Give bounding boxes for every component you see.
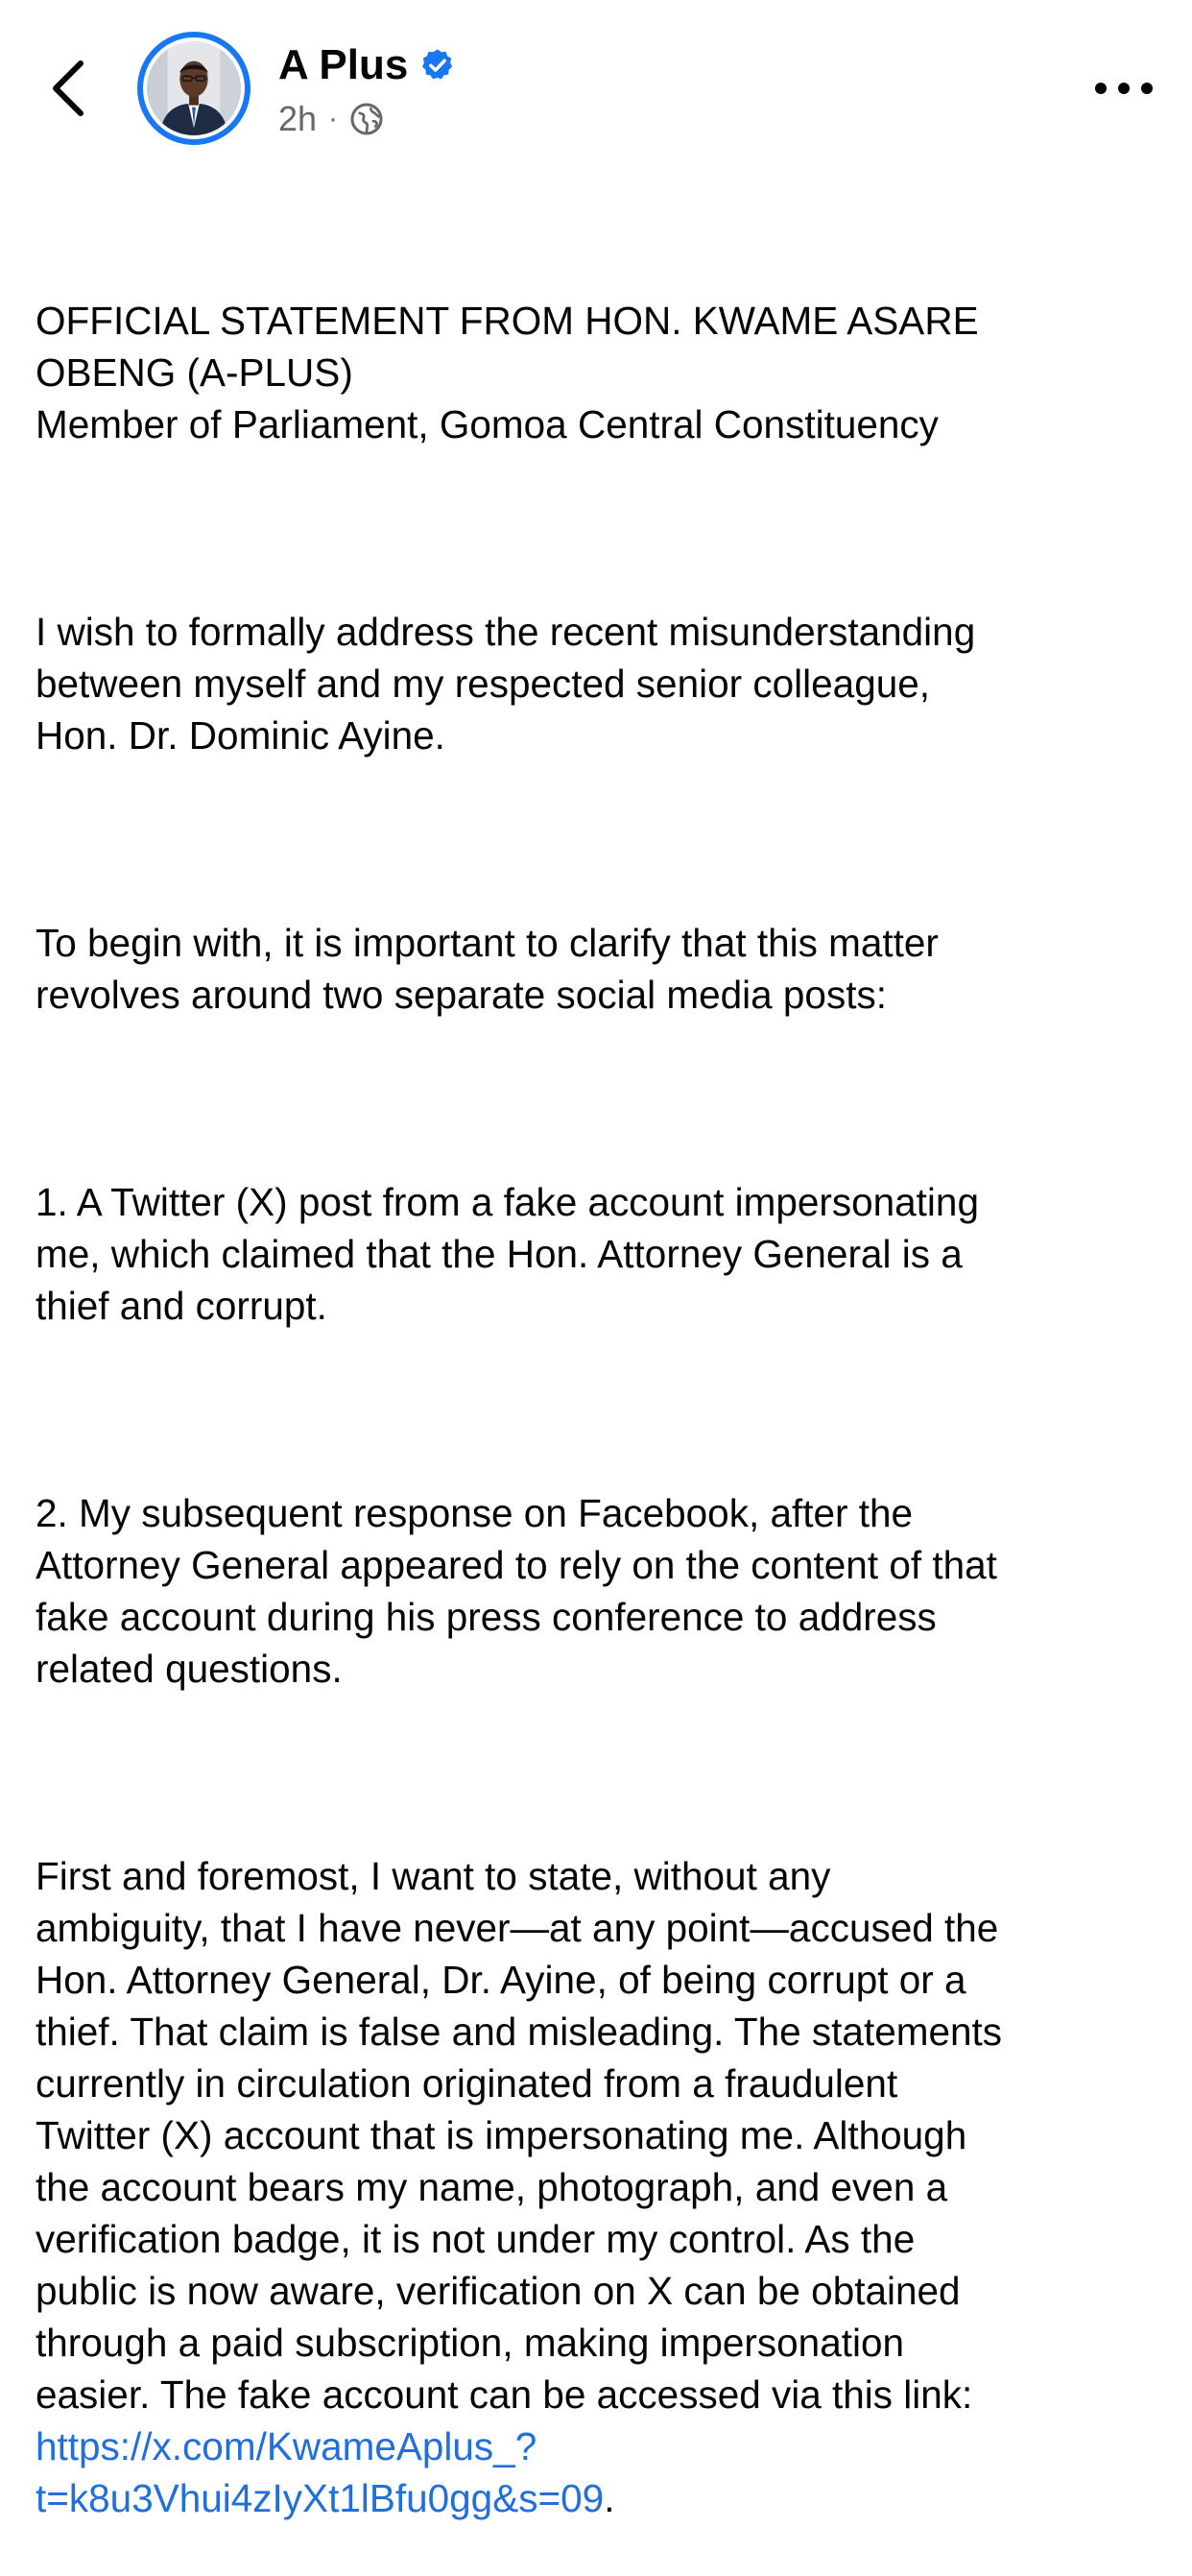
verified-badge-icon bbox=[419, 47, 456, 84]
post-paragraph: 2. My subsequent response on Facebook, after the Attorney General appeared to rely on the content of that fake account during his press conference to address related questions. bbox=[36, 1491, 997, 1691]
post-paragraph: To begin with, it is important to clarify that this matter revolves around two separate social media posts: bbox=[36, 921, 939, 1017]
more-options-button[interactable] bbox=[1089, 69, 1158, 108]
post-paragraph: 1. A Twitter (X) post from a fake account impersonating me, which claimed that the Hon. Attorney General is a thief and corrupt. bbox=[36, 1180, 979, 1328]
post-header bbox=[0, 0, 1192, 182]
fake-account-link[interactable]: https://x.com/KwameAplus_? t=k8u3Vhui4zIyXt1lBfu0gg&s=09 bbox=[36, 2424, 605, 2520]
post-paragraph-heading: OFFICIAL STATEMENT FROM HON. KWAME ASARE OBENG (A-PLUS) Member of Parliament, Gomoa Central Constituency bbox=[36, 299, 979, 446]
author-avatar[interactable] bbox=[137, 32, 250, 145]
more-horizontal-icon bbox=[1089, 69, 1158, 108]
author-row bbox=[278, 38, 456, 92]
globe-icon bbox=[349, 102, 384, 136]
post-paragraph-final bbox=[36, 1850, 1168, 2524]
back-button[interactable] bbox=[42, 58, 100, 119]
author-name[interactable]: A Plus bbox=[278, 41, 409, 88]
post-timestamp[interactable]: 2h bbox=[278, 99, 318, 138]
meta-separator: · bbox=[328, 103, 339, 134]
post-body bbox=[36, 191, 1168, 2576]
post-paragraph: I wish to formally address the recent misunderstanding between myself and my respected senior colleague, Hon. Dr. Dominic Ayine. bbox=[36, 610, 976, 758]
final-paragraph-text: First and foremost, I want to state, without any ambiguity, that I have never—at any point—accused the Hon. Attorney General, Dr. Ayine, of being corrupt or a thief. That claim is false and misleading. The statements currently in circulation originated from a fraudulent Twitter (X) account that is impersonating me. Although the account bears my name, photograph, and even a verification badge, it is not under my control. As the public is now aware, verification on X can be obtained through a paid subscription, making impersonation easier. The fake account can be accessed via this link: bbox=[36, 1854, 1003, 2417]
chevron-left-icon bbox=[42, 58, 100, 119]
avatar-photo bbox=[147, 41, 241, 135]
post-meta bbox=[278, 96, 384, 142]
final-punctuation: . bbox=[604, 2476, 615, 2520]
